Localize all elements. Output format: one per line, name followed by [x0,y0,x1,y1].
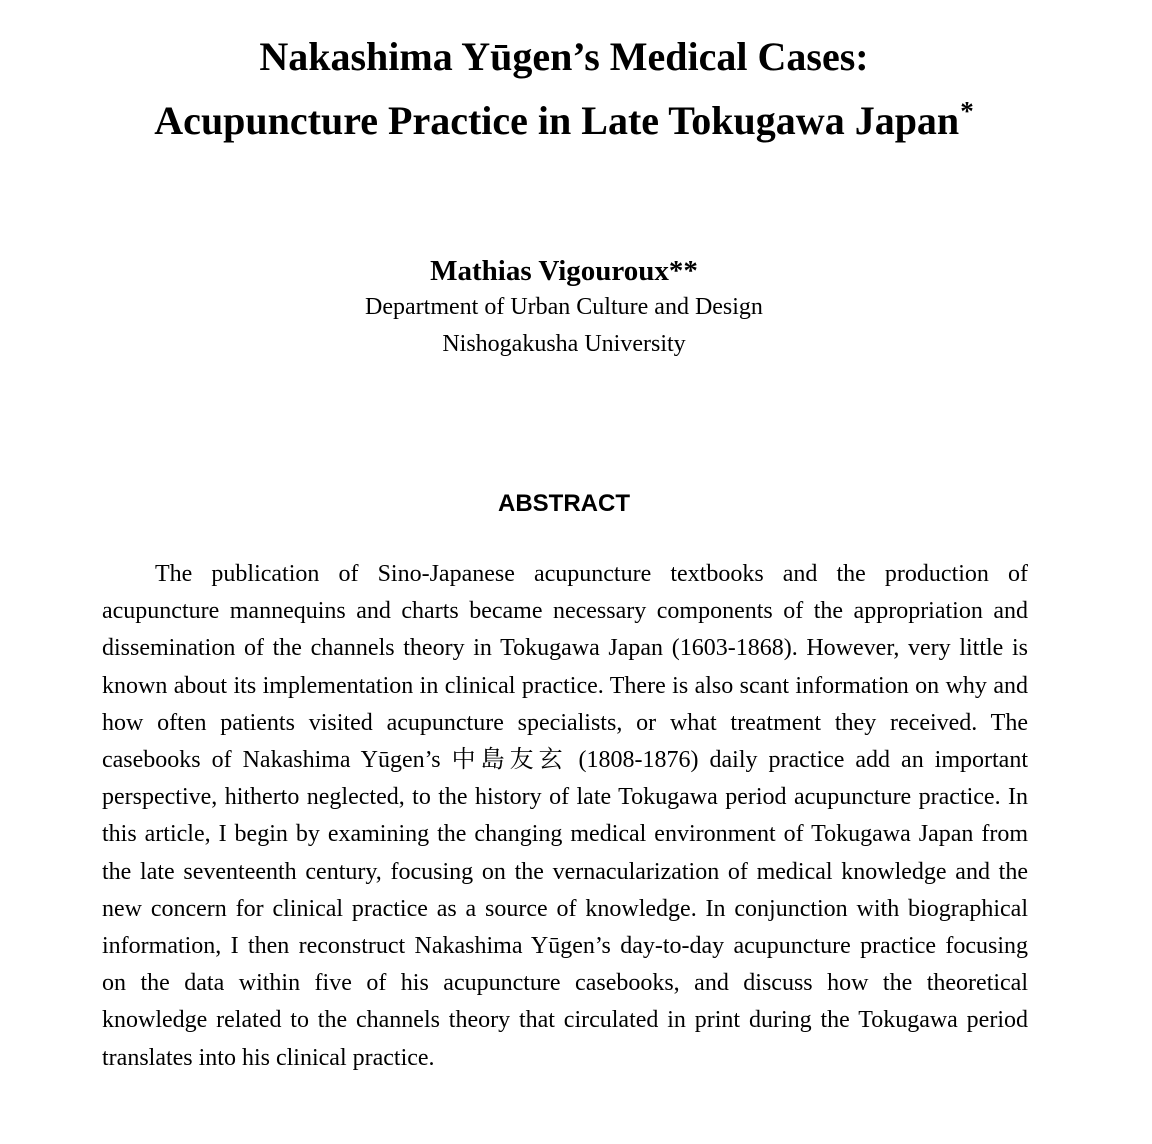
title-line-1 [0,33,1128,81]
title-line-2 [0,97,1128,149]
abstract-heading: ABSTRACT [498,490,630,517]
author-name: Mathias Vigouroux** [430,255,698,287]
title-footnote-marker: * [960,96,974,126]
author-university: Nishogakusha University [442,331,686,357]
author-block [0,253,1128,363]
author-department: Department of Urban Culture and Design [365,294,763,320]
title-line-2-text: Acupuncture Practice in Late Tokugawa Japan [154,98,960,143]
abstract-body: The publication of Sino-Japanese acupuncture textbooks and the production of acupuncture mannequins and charts became necessary components of the appropriation and dissemination of the channels theory in Tokugawa Japan (1603-1868). However, very little is known about its implementation in clinical practice. There is also scant information on why and how often patients visited acupuncture specialists, or what treatment they received. The casebooks of Nakashima Yūgen’s 中島友玄 (1808-1876) daily practice add an important perspective, hitherto neglected, to the history of late Tokugawa period acupuncture practice. In this article, I begin by examining the changing medical environment of Tokugawa Japan from the late seventeenth century, focusing on the vernacularization of medical knowledge and the new concern for clinical practice as a source of knowledge. In conjunction with biographical information, I then reconstruct Nakashima Yūgen’s day-to-day acupuncture practice focusing on the data within five of his acupuncture casebooks, and discuss how the theoretical knowledge related to the channels theory that circulated in print during the Tokugawa period translates into his clinical practice. [102,561,1028,1071]
title-line-1-text: Nakashima Yūgen’s Medical Cases: [259,34,869,79]
